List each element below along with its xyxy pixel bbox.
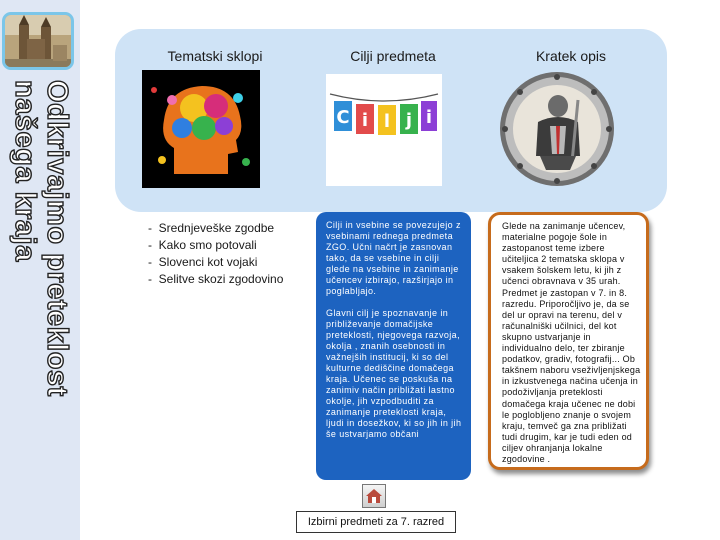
goals-paragraph: Glavni cilj je spoznavanje in približevanje domačijske preteklosti, njegovega razvoja, okolja , znanih osebnosti in važnejših institucij, ki so del kulturne dediščine domačega kraja. Učenec se poskuša na zanimiv način približati lastno okolje, jih vzpodbuditi za zanimanje preteklosti kraja, ljudi in dosežkov, ki so jih in jih še ustvarjamo občani xyxy=(326,308,462,439)
home-button[interactable] xyxy=(362,484,386,508)
home-icon xyxy=(365,487,383,505)
cathedral-icon xyxy=(5,15,71,67)
topics-list xyxy=(148,220,283,288)
left-sidebar xyxy=(0,0,80,540)
cilji-letter: l xyxy=(383,111,391,132)
cilji-letter: j xyxy=(405,110,413,131)
cilji-letter: C xyxy=(336,107,350,128)
goals-paragraph: Cilji in vsebine se povezujejo z vsebinami rednega predmeta ZGO. Učni načrt je zasnovan tako, da se vsebine in cilji glede na vsebine in zanimanje učencev izbirajo, razširjajo in poglabljajo. xyxy=(326,220,461,296)
list-item: - Srednjeveške zgodbe xyxy=(148,220,283,237)
elective-subjects-link[interactable]: Izbirni predmeti za 7. razred xyxy=(296,511,456,533)
goals-header: Cilji predmeta xyxy=(350,48,436,64)
title-line-1: Odkrivajmo preteklost xyxy=(41,80,73,397)
summary-header: Kratek opis xyxy=(535,48,607,64)
cathedral-thumbnail[interactable] xyxy=(2,12,74,70)
cilji-letter: i xyxy=(425,107,433,128)
list-item: - Slovenci kot vojaki xyxy=(148,254,283,271)
brain-icon xyxy=(142,70,260,188)
summary-text: Glede na zanimanje učencev, materialne pogoje šole in zastopanost teme izbere učiteljica 2 tematska sklopa v vsakem šolskem letu, ki jih z učenci obravnava v 35 urah. Predmet je zastopan v 7. in 8. razredu. Priporočljivo je, da se del ur opravi na terenu, del v računalniški učilnici, del kot skupno ustvarjanje in individualno delo, ter zbiranje podatkov, gradiv, fotografij... Ob takšnem naboru vseživljenjskega in izkustvenega načina učenja in podoživljanja preteklosti domačega kraja učenec ne dobi le poglobljeno znanje o svojem kraju, temveč ga zna približati tudi drugim, kar je tudi eden od ciljev ohranjanja lokalne zgodovine . xyxy=(502,221,641,464)
cilji-letter: i xyxy=(361,110,369,131)
cilji-image xyxy=(326,74,442,186)
list-item: - Kako smo potovali xyxy=(148,237,283,254)
knight-icon xyxy=(498,70,616,188)
title-line-2: našega kraja xyxy=(9,80,41,262)
goals-card xyxy=(316,212,471,480)
list-item: - Selitve skozi zgodovino xyxy=(148,271,283,288)
vertical-title xyxy=(6,80,74,420)
topics-header: Tematski sklopi xyxy=(167,48,263,64)
